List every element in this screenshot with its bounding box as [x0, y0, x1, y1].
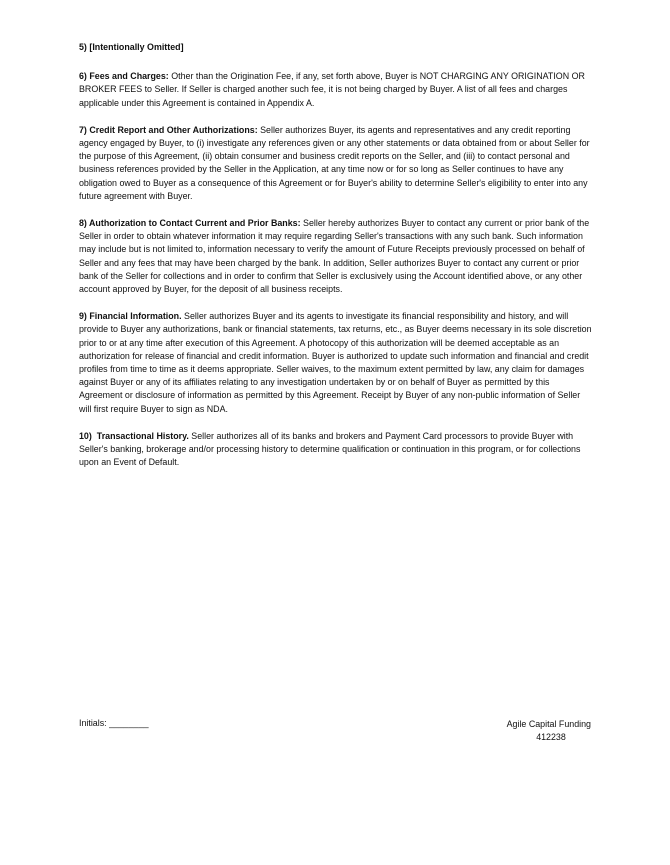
footer-company-block — [471, 718, 591, 744]
section-text: Seller authorizes Buyer, its agents and representatives and any credit reporting agency engaged by Buyer, to (i) investigate any references given or any other statements or data obtained from or about Seller for the purpose of this Agreement, (ii) obtain consumer and business credit reports on the Seller, and (iii) to contact personal and business references provided by the Seller in the Application, at any time now or for so long as Seller continues to have any obligation owed to Buyer as a consequence of this Agreement or for Buyer's ability to determine Seller's eligibility to enter into any future agreement with Buyer. — [79, 124, 590, 201]
section-heading: 8) Authorization to Contact Current and Prior Banks: — [79, 218, 301, 229]
document-body — [79, 41, 592, 483]
section-heading: 5) [Intentionally Omitted] — [79, 42, 184, 52]
section-text: Other than the Origination Fee, if any, set forth above, Buyer is NOT CHARGING ANY ORIGINATION OR BROKER FEES to Seller. If Seller is charged another such fee, it is not being charged by Buyer. A list of all fees and charges applicable under this Agreement is contained in Appendix A. — [79, 71, 585, 108]
section-heading: 6) Fees and Charges: — [79, 71, 169, 82]
initials-line: Initials: ________ — [79, 718, 149, 728]
section-8 — [79, 217, 592, 296]
section-6 — [79, 70, 592, 110]
section-5 — [79, 41, 592, 54]
section-text: Seller authorizes all of its banks and brokers and Payment Card processors to provide Buyer with Seller's banking, brokerage and/or processing history to determine qualification or continuation in this program, or for collections upon an Event of Default. — [79, 430, 581, 468]
section-9 — [79, 310, 592, 416]
section-heading: 9) Financial Information. — [79, 311, 182, 322]
document-number: 412238 — [536, 732, 566, 742]
section-heading: 7) Credit Report and Other Authorizations: — [79, 124, 258, 135]
section-heading: 10) Transactional History. — [79, 430, 189, 441]
section-7 — [79, 124, 592, 203]
section-text: Seller authorizes Buyer and its agents to investigate its financial responsibility and history, and will provide to Buyer any authorizations, bank or financial statements, tax returns, etc., as Buyer deems necessary in its sole discretion prior to or at any time after execution of this Agreement. A photocopy of this authorization will be deemed acceptable as an authorization for release of financial and credit information. Buyer is authorized to update such information and financial and credit profiles from time to time as it deems appropriate. Seller waives, to the maximum extent permitted by law, any claim for damages against Buyer or any of its affiliates relating to any investigation undertaken by or on behalf of Buyer as permitted by this Agreement or disclosure of information as permitted by this Agreement. Receipt by Buyer of any non-public information of Seller will first require Buyer to sign as NDA. — [79, 311, 592, 414]
section-10 — [79, 430, 592, 470]
section-text: Seller hereby authorizes Buyer to contact any current or prior bank of the Seller in order to obtain whatever information it may require regarding Seller's transactions with any such bank. Such information may include but is not limited to, information necessary to verify the amount of Future Receipts previously processed on behalf of Seller and any fees that may have been charged by the bank. In addition, Seller authorizes Buyer to contact any current or prior bank of the Seller for collections and in order to confirm that Seller is exclusively using the Account identified above, or any other account approved by Buyer, for the deposit of all business receipts. — [79, 218, 590, 295]
company-name: Agile Capital Funding — [506, 719, 591, 729]
